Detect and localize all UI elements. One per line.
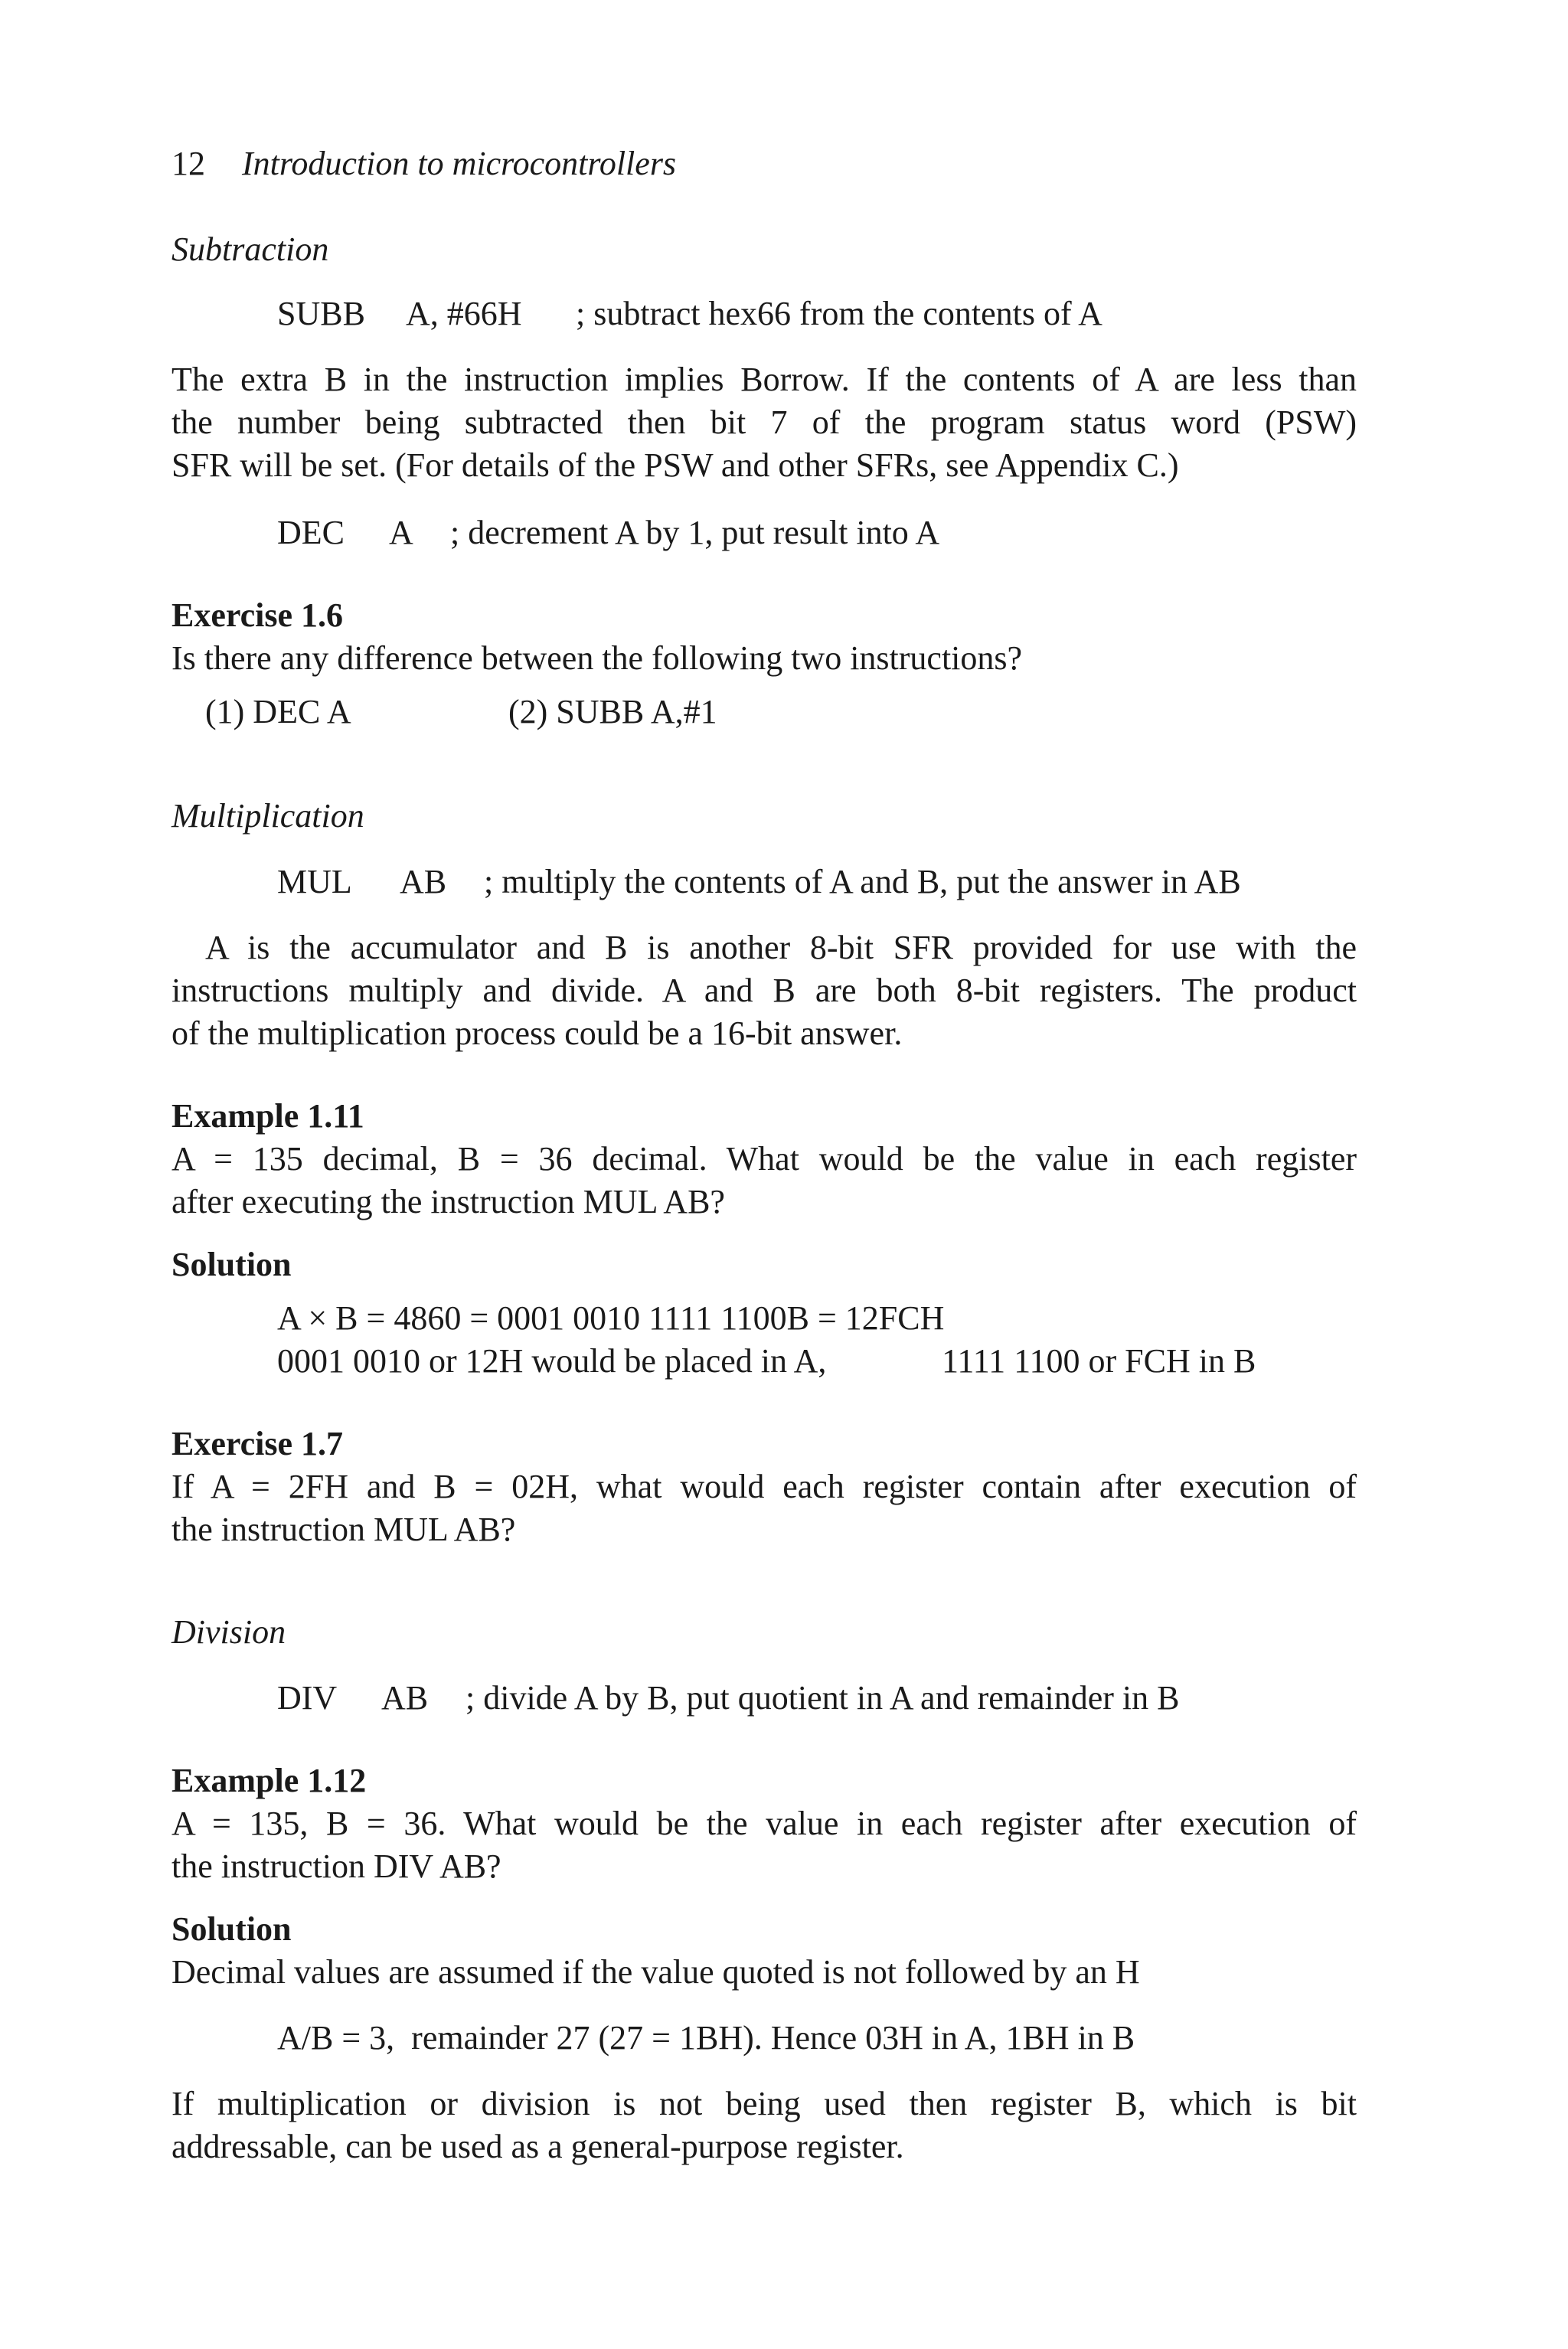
closing-para-line-1: If multiplication or division is not being used then register B, which is bit <box>172 2085 1357 2122</box>
closing-para-line-2: addressable, can be used as a general-purpose register. <box>172 2128 904 2165</box>
exercise-1-7-line-1: If A = 2FH and B = 02H, what would each register contain after execution of <box>172 1468 1357 1505</box>
section-heading-multiplication: Multiplication <box>172 797 364 835</box>
instr-dec-comment: ; decrement A by 1, put result into A <box>450 514 940 551</box>
instr-dec-args: A <box>389 514 413 551</box>
instr-div-comment: ; divide A by B, put quotient in A and remainder in B <box>466 1679 1180 1717</box>
example-1-12-solution-text: Decimal values are assumed if the value quoted is not followed by an H <box>172 1953 1140 1991</box>
instr-subb-args: A, #66H <box>406 295 522 332</box>
instr-subb-op: SUBB <box>277 295 365 332</box>
exercise-1-7-title: Exercise 1.7 <box>172 1425 344 1462</box>
exercise-1-6-title: Exercise 1.6 <box>172 596 344 634</box>
exercise-1-6-option-1: (1) DEC A <box>205 693 351 730</box>
section-heading-division: Division <box>172 1613 286 1651</box>
instr-subb-comment: ; subtract hex66 from the contents of A <box>576 295 1102 332</box>
instr-mul-comment: ; multiply the contents of A and B, put the answer in AB <box>484 863 1241 900</box>
example-1-11-solution-line-2a: 0001 0010 or 12H would be placed in A, <box>277 1342 827 1380</box>
example-1-11-title: Example 1.11 <box>172 1097 364 1135</box>
instr-mul-args: AB <box>400 863 447 900</box>
multiplication-para-line-1: A is the accumulator and B is another 8-bit SFR provided for use with the <box>205 929 1357 966</box>
section-heading-subtraction: Subtraction <box>172 230 329 268</box>
instr-div-op: DIV <box>277 1679 338 1717</box>
instr-mul-op: MUL <box>277 863 352 900</box>
subtraction-para-line-1: The extra B in the instruction implies Borrow. If the contents of A are less than <box>172 361 1357 398</box>
running-title: Introduction to microcontrollers <box>242 145 677 182</box>
exercise-1-6-option-2: (2) SUBB A,#1 <box>508 693 717 730</box>
instr-dec-op: DEC <box>277 514 345 551</box>
subtraction-para-line-2: the number being subtracted then bit 7 of the program status word (PSW) <box>172 403 1357 441</box>
multiplication-para-line-3: of the multiplication process could be a 16-bit answer. <box>172 1014 903 1052</box>
example-1-12-line-2: the instruction DIV AB? <box>172 1848 501 1885</box>
example-1-12-line-1: A = 135, B = 36. What would be the value in each register after execution of <box>172 1805 1357 1842</box>
multiplication-para-line-2: instructions multiply and divide. A and B are both 8-bit registers. The product <box>172 972 1357 1009</box>
example-1-12-solution-formula: A/B = 3, remainder 27 (27 = 1BH). Hence 03H in A, 1BH in B <box>277 2019 1135 2057</box>
example-1-12-solution-label: Solution <box>172 1910 292 1948</box>
example-1-11-solution-line-1: A × B = 4860 = 0001 0010 1111 1100B = 12FCH <box>277 1299 945 1337</box>
subtraction-para-line-3: SFR will be set. (For details of the PSW and other SFRs, see Appendix C.) <box>172 446 1179 484</box>
exercise-1-6-question: Is there any difference between the following two instructions? <box>172 639 1023 677</box>
page-number: 12 <box>172 145 205 182</box>
exercise-1-7-line-2: the instruction MUL AB? <box>172 1511 516 1548</box>
example-1-11-solution-label: Solution <box>172 1246 292 1283</box>
example-1-12-title: Example 1.12 <box>172 1762 367 1799</box>
example-1-11-solution-line-2b: 1111 1100 or FCH in B <box>942 1342 1256 1380</box>
example-1-11-line-1: A = 135 decimal, B = 36 decimal. What would be the value in each register <box>172 1140 1357 1178</box>
instr-div-args: AB <box>381 1679 429 1717</box>
example-1-11-line-2: after executing the instruction MUL AB? <box>172 1183 725 1220</box>
